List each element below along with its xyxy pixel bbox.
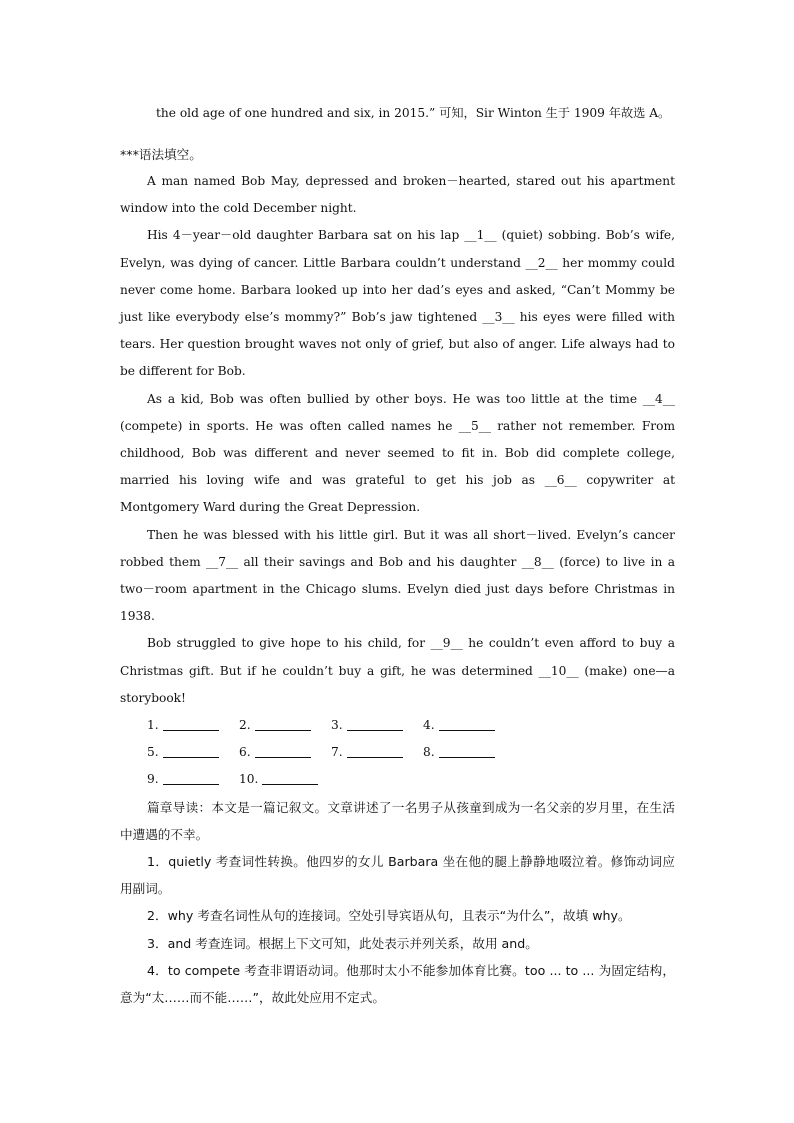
answer-slot-5[interactable]: 5.: [147, 739, 239, 766]
answer-line: [163, 745, 219, 758]
answer-row-3: [147, 766, 675, 793]
answer-line: [255, 745, 311, 758]
answer-slot-1[interactable]: 1.: [147, 712, 239, 739]
passage-paragraph-1: A man named Bob May, depressed and broken－hearted, stared out his apartment window into the cold December night.: [120, 174, 675, 216]
answer-row-2: [147, 739, 675, 766]
passage: [120, 168, 675, 712]
explanation-4: 4．to compete 考查非谓语动词。他那时太小不能参加体育比赛。too ... to ... 为固定结构，意为“太……而不能……”，故此处应用不定式。: [120, 962, 675, 1006]
answer-slot-3[interactable]: 3.: [331, 712, 423, 739]
explanation-1: 1．quietly 考查词性转换。他四岁的女儿 Barbara 坐在他的腿上静静地啜泣着。修饰动词应用副词。: [120, 854, 675, 897]
answer-line: [439, 745, 495, 758]
answer-line: [347, 718, 403, 731]
document-page: [120, 100, 675, 1011]
passage-paragraph-4: Then he was blessed with his little girl. But it was all short－lived. Evelyn’s cancer robbed them __7__ all their savings and Bob and his daughter __8__ (force) to live in a two－room apartment in the Chicago slums. Evelyn died just days before Christmas in 1938.: [120, 527, 675, 624]
answer-slot-2[interactable]: 2.: [239, 712, 331, 739]
answer-slot-6[interactable]: 6.: [239, 739, 331, 766]
answer-blanks: [147, 712, 675, 794]
explanation-3: 3．and 考查连词。根据上下文可知，此处表示并列关系，故用 and。: [147, 935, 538, 951]
answer-slot-10[interactable]: 10.: [239, 766, 331, 793]
section-heading: ***语法填空。: [120, 147, 202, 162]
answer-line: [163, 718, 219, 731]
answer-line: [439, 718, 495, 731]
answer-line: [255, 718, 311, 731]
passage-paragraph-2: His 4－year－old daughter Barbara sat on his lap __1__ (quiet) sobbing. Bob’s wife, Evelyn, was dying of cancer. Little Barbara couldn’t understand __2__ her mommy could never come home. Barbara looked up into her dad’s eyes and asked, “Can’t Mommy be just like everybody else’s mommy?” Bob’s jaw tightened __3__ his eyes were filled with tears. Her question brought waves not only of grief, but also of anger. Life always had to be different for Bob.: [120, 228, 675, 379]
passage-guide: 篇章导读：本文是一篇记叙文。文章讲述了一名男子从孩童到成为一名父亲的岁月里，在生活中遭遇的不幸。: [120, 799, 675, 842]
answer-row-1: [147, 712, 675, 739]
explanation-2: 2．why 考查名词性从句的连接词。空处引导宾语从句，且表示“为什么”，故填 why。: [147, 908, 631, 924]
explanations: [120, 794, 675, 1012]
previous-answer-tail: the old age of one hundred and six, in 2015.” 可知，Sir Winton 生于 1909 年故选 A。: [156, 106, 671, 120]
passage-paragraph-5: Bob struggled to give hope to his child, for __9__ he couldn’t even afford to buy a Christmas gift. But if he couldn’t buy a gift, he was determined __10__ (make) one—a storybook!: [120, 636, 675, 705]
answer-slot-9[interactable]: 9.: [147, 766, 239, 793]
answer-slot-4[interactable]: 4.: [423, 712, 515, 739]
answer-line: [262, 772, 318, 785]
answer-line: [163, 772, 219, 785]
answer-slot-7[interactable]: 7.: [331, 739, 423, 766]
answer-slot-8[interactable]: 8.: [423, 739, 515, 766]
passage-paragraph-3: As a kid, Bob was often bullied by other boys. He was too little at the time __4__ (compete) in sports. He was often called names he __5__ rather not remember. From childhood, Bob was different and never seemed to fit in. Bob did complete college, married his loving wife and was grateful to get his job as __6__ copywriter at Montgomery Ward during the Great Depression.: [120, 391, 675, 515]
answer-line: [347, 745, 403, 758]
